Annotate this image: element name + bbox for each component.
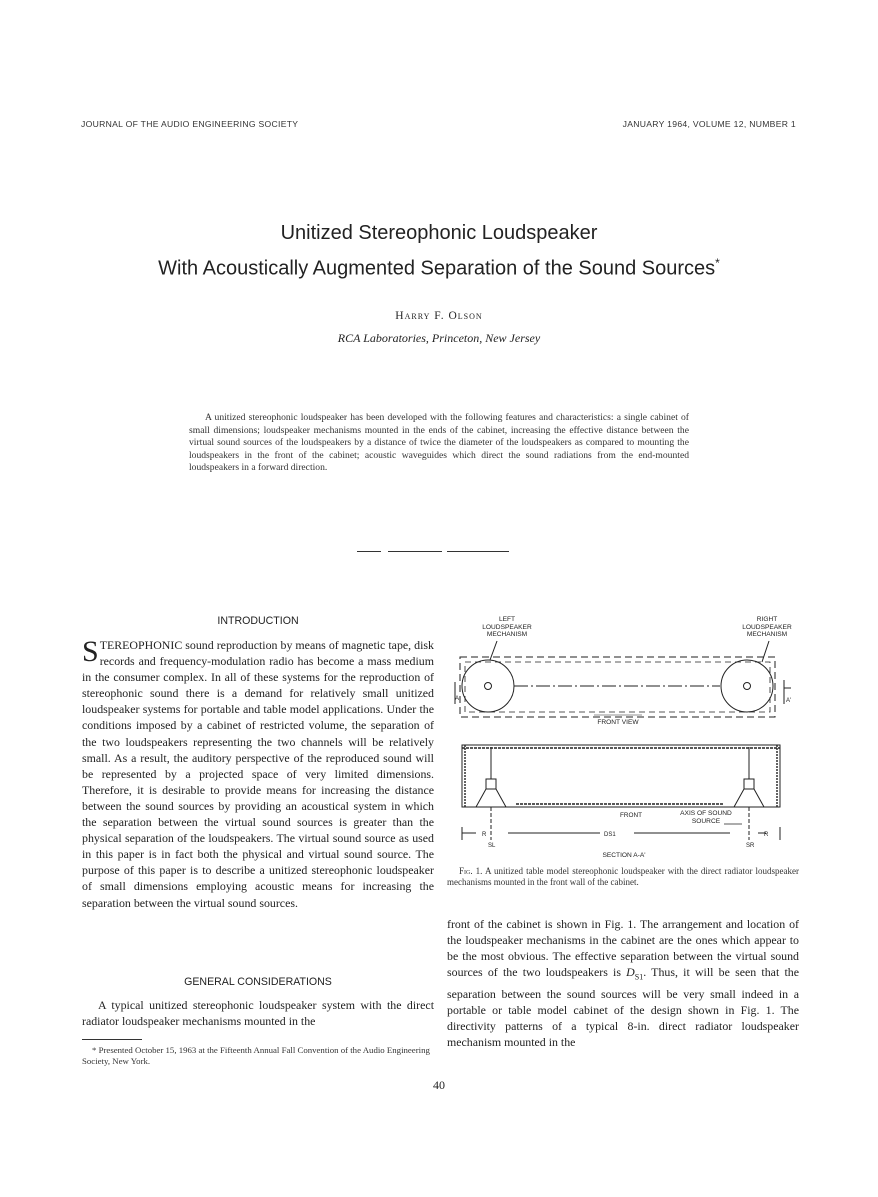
dimension-r-right: R — [764, 832, 769, 838]
section-view — [462, 745, 780, 840]
section-marker-a-prime: A' — [786, 698, 792, 704]
author: Harry F. Olson — [395, 310, 483, 322]
separator-rule — [357, 551, 512, 552]
journal-header: JOURNAL OF THE AUDIO ENGINEERING SOCIETY — [81, 119, 299, 129]
left-loudspeaker-label: LEFT LOUDSPEAKER MECHANISM — [482, 616, 532, 638]
right-column-text: front of the cabinet is shown in Fig. 1. The arrangement and location of the loudspeaker mechanisms in the cabinet are the ones which appear to be the most obvious. The effective separation between the virtual sound sources of the two loudspeakers is $D_{S1}$. Thus, it will be seen that the separation between the sound sources will be very small indeed in a portable or table model cabinet of the design shown in Fig. 1. The directivity patterns of a typical 8-in. direct radiator loudspeaker mechanism mounted in the — [447, 917, 799, 1050]
front-label: FRONT — [619, 812, 643, 819]
page-number: 40 — [433, 1078, 445, 1092]
general-considerations-heading: GENERAL CONSIDERATIONS — [184, 976, 332, 988]
axis-of-sound-source-label: AXIS OF SOUND SOURCE — [680, 810, 732, 825]
section-marker-a: A — [455, 696, 460, 702]
caption-prefix: Fig. 1. — [459, 866, 483, 876]
affiliation: RCA Laboratories, Princeton, New Jersey — [337, 331, 541, 345]
figure-1-diagram — [446, 612, 806, 862]
drop-cap: S — [82, 635, 99, 668]
footnote: * Presented October 15, 1963 at the Fifteenth Annual Fall Convention of the Audio Engineering Society, New York. — [82, 1045, 430, 1066]
title-line-1: Unitized Stereophonic Loudspeaker — [280, 222, 598, 244]
sl-label: SL — [488, 843, 496, 849]
dimension-r-left: R — [482, 832, 487, 838]
figure-1-caption: Fig. 1. A unitized table model stereophonic loudspeaker with the direct radiator loudspeaker mechanisms mounted in the front wall of the cabinet. — [447, 866, 799, 887]
section-label: SECTION A-A' — [602, 852, 646, 859]
front-view-label: FRONT VIEW — [597, 719, 639, 726]
introduction-heading: INTRODUCTION — [217, 615, 299, 627]
title-line-2: With Acoustically Augmented Separation of the Sound Sources* — [158, 256, 720, 280]
general-considerations-text: A typical unitized stereophonic loudspeaker system with the direct radiator loudspeaker mechanisms mounted in the — [82, 998, 434, 1029]
footnote-rule — [82, 1039, 142, 1040]
right-loudspeaker-label: RIGHT LOUDSPEAKER MECHANISM — [742, 616, 792, 638]
front-view — [455, 641, 791, 717]
issue-header: JANUARY 1964, VOLUME 12, NUMBER 1 — [622, 119, 796, 129]
introduction-text: STEREOPHONIC sound reproduction by means of magnetic tape, disk records and frequency-modulation radio has become a mass medium in the consumer complex. In all of these systems for the reproduction of stereophonic sound there is a demand for relatively small unitized loudspeaker systems for portable and table model applications. Under the conditions imposed by a cabinet of restricted volume, the separation of the two loudspeakers representing the two channels will be relatively small. As a result, the auditory perspective of the reproduced sound will be represented by a projected space of very limited dimensions. Therefore, it is desirable to provide means for increasing the distance between the sound sources by providing an acoustical system in which the separation between the virtual sound sources is greater than the physical separation of the loudspeakers. The virtual sound source as used in this paper is in fact both the physical and virtual sound source. The purpose of this paper is to describe a unitized stereophonic loudspeaker of small dimensions employing acoustic means for increasing the separation between the virtual sound sources. — [82, 635, 434, 910]
ds1-label: DS1 — [604, 832, 616, 838]
sr-label: SR — [746, 843, 755, 849]
footnote-mark: * — [715, 256, 720, 270]
abstract: A unitized stereophonic loudspeaker has been developed with the following features and characteristics: a single cabinet of small dimensions; loudspeaker mechanisms mounted in the ends of the cabinet, increasing the effective distance between the virtual sound sources of the loudspeakers by a distance of twice the diameter of the loudspeakers as compared to mounting the loudspeakers in the front of the cabinet; acoustic waveguides which direct the sound radiations from the end-mounted loudspeakers in a forward direction. — [189, 412, 689, 473]
